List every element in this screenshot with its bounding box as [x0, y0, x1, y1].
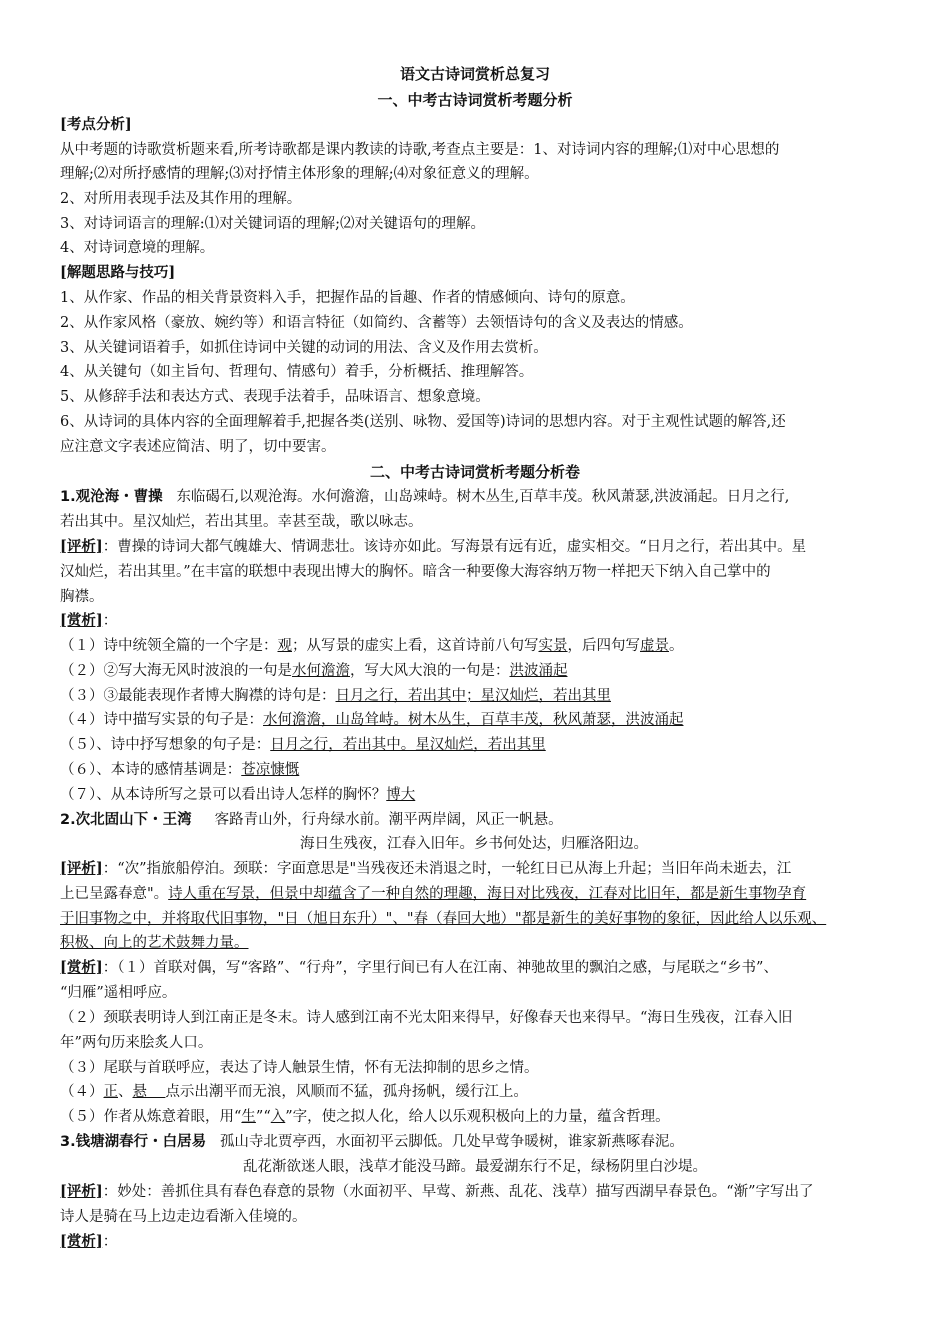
shangxi-text: 年”两句历来脍炙人口。 — [60, 1035, 213, 1051]
part1-title: 一、中考古诗词赏析考题分析 — [377, 91, 573, 109]
answer-text: 水何澹澹，山岛耸峙。树木丛生，百草丰茂，秋风萧瑟，洪波涌起 — [263, 712, 684, 728]
poem2-line: 海日生残夜，江春入旧年。乡书何处达，归雁洛阳边。 — [300, 836, 648, 852]
kaodian-heading: [考点分析] — [60, 116, 132, 133]
shangxi-label: [赏析] — [60, 959, 103, 976]
poem3-pingxi — [60, 1182, 922, 1202]
answer-text: 虚景 — [640, 638, 669, 654]
question-1 — [60, 636, 922, 656]
question-text: （１）诗中统领全篇的一个字是： — [60, 638, 278, 654]
jieti-item: 2、从作家风格（豪放、婉约等）和语言特征（如简约、含蓄等）去领悟诗句的含义及表达的情感。 — [60, 315, 693, 331]
answer-text: 生 — [241, 1109, 256, 1125]
answer-text: 日月之行，若出其中。星汉灿烂，若出其里 — [270, 737, 546, 753]
question-text: （６）、本诗的感情基调是： — [60, 762, 242, 778]
shangxi-text: （２）颈联表明诗人到江南正是冬末。诗人感到江南不光太阳来得早，好像春天也来得早。“海日生残夜，江春入旧 — [60, 1010, 793, 1026]
shangxi-label: [赏析] — [60, 1233, 103, 1250]
question-6 — [60, 760, 922, 780]
poem1-shangxi-heading — [60, 611, 922, 631]
pingxi-text: 于旧事物之中，并将取代旧事物，"日（旭日东升）"、"春（春回大地）"都是新生的美好事物的象征，因此给人以乐观、 — [60, 911, 827, 927]
pingxi-label: [评析] — [60, 860, 103, 877]
pingxi-text: 诗人重在写景，但景中却蕴含了一种自然的理趣，海日对比残夜，江春对比旧年，都是新生事物孕育 — [168, 886, 807, 902]
poem1-line: 东临碣石,以观沧海。水何澹澹，山岛竦峙。树木丛生,百草丰茂。秋风萧瑟,洪波涌起。日月之行, — [176, 489, 790, 505]
pingxi-label: [评析] — [60, 538, 103, 555]
shangxi-item-4 — [60, 1082, 922, 1102]
doc-title: 语文古诗词赏析总复习 — [399, 65, 550, 83]
answer-text: 洪波涌起 — [509, 663, 568, 679]
shangxi-text: （４） — [60, 1084, 104, 1100]
question-text: （５）、诗中抒写想象的句子是： — [60, 737, 271, 753]
pingxi-text: 上已呈露春意"。 — [60, 886, 169, 902]
poem1-text-line — [60, 487, 922, 507]
pingxi-text: 诗人是骑在马上边走边看渐入佳境的。 — [60, 1209, 307, 1225]
part2-title: 二、中考古诗词赏析考题分析卷 — [369, 463, 580, 481]
question-text: （４）诗中描写实景的句子是： — [60, 712, 263, 728]
poem3-text-line — [60, 1132, 922, 1152]
answer-text: 入 — [270, 1109, 286, 1125]
shangxi-label: [赏析] — [60, 612, 103, 629]
question-7 — [60, 785, 922, 805]
question-text: 。 — [669, 638, 684, 654]
poem2-text-line — [60, 810, 922, 830]
shangxi-text: ：（１）首联对偶，写“客路”、“行舟”，字里行间已有人在江南、神驰故里的飘泊之感，与尾联之“乡书”、 — [102, 960, 778, 976]
answer-text: 正 — [103, 1084, 118, 1100]
poem2-shangxi — [60, 958, 922, 978]
jieti-item: 5、从修辞手法和表达方式、表现手法着手，品味语言、想象意境。 — [60, 389, 490, 405]
question-2 — [60, 661, 922, 681]
question-text: （２）②写大海无风时波浪的一句是 — [60, 663, 292, 679]
pingxi-label: [评析] — [60, 1183, 103, 1200]
poem3-title: 3.钱塘湖春行・白居易 — [60, 1134, 207, 1150]
answer-text: 日月之行，若出其中；星汉灿烂，若出其里 — [335, 688, 611, 704]
shangxi-colon: ： — [102, 1234, 118, 1250]
pingxi-text: 胸襟。 — [60, 589, 104, 605]
shangxi-text: 点示出潮平而无浪，风顺而不猛，孤舟扬帆，缓行江上。 — [165, 1084, 528, 1100]
answer-text: 实景 — [538, 638, 568, 654]
shangxi-text: “归雁”遥相呼应。 — [60, 985, 177, 1001]
kaodian-item: 3、对诗词语言的理解:⑴对关键词语的理解;⑵对关键语句的理解。 — [60, 216, 485, 232]
answer-text: 苍凉慷慨 — [241, 762, 300, 778]
poem3-line: 孤山寺北贾亭西，水面初平云脚低。几处早莺争暖树，谁家新燕啄春泥。 — [219, 1134, 684, 1150]
pingxi-text: 汉灿烂，若出其里。”在丰富的联想中表现出博大的胸怀。暗含一种要像大海容纳万物一样把天下纳入自己掌中的 — [60, 564, 771, 580]
answer-text: 观 — [277, 638, 292, 654]
pingxi-text: ：曹操的诗词大都气魄雄大、情调悲壮。该诗亦如此。写海景有远有近，虚实相交。“日月之行，若出其中。星 — [102, 539, 807, 555]
question-3 — [60, 686, 922, 706]
shangxi-colon: ： — [102, 613, 118, 629]
jieti-item: 1、从作家、作品的相关背景资料入手，把握作品的旨趣、作者的情感倾向、诗句的原意。 — [60, 290, 635, 306]
poem1-line: 若出其中。星汉灿烂，若出其里。幸甚至哉，歌以咏志。 — [60, 514, 423, 530]
poem1-title: 1.观沧海・曹操 — [60, 489, 163, 505]
poem2-title: 2.次北固山下・王湾 — [60, 812, 192, 828]
question-4 — [60, 710, 922, 730]
question-text: （７）、从本诗所写之景可以看出诗人怎样的胸怀？ — [60, 787, 387, 803]
jieti-item: 3、从关键词语着手，如抓住诗词中关键的动词的用法、含义及作用去赏析。 — [60, 340, 548, 356]
poem2-pingxi — [60, 859, 922, 879]
shangxi-text: ”“ — [255, 1109, 271, 1125]
question-text: ，写大风大浪的一句是： — [350, 663, 510, 679]
pingxi-text-line — [60, 884, 922, 904]
pingxi-text: ：“次”指旅船停泊。颈联：字面意思是"当残夜还未消退之时，一轮红日已从海上升起；当旧年尚未逝去，江 — [102, 861, 792, 877]
poem3-line: 乱花渐欲迷人眼，浅草才能没马蹄。最爱湖东行不足，绿杨阴里白沙堤。 — [243, 1159, 707, 1175]
jieti-item: 6、从诗词的具体内容的全面理解着手,把握各类(送别、咏物、爱国等)诗词的思想内容。对于主观性试题的解答,还 — [60, 414, 786, 430]
shangxi-text: （５）作者从炼意着眼，用“ — [60, 1109, 242, 1125]
question-5 — [60, 735, 922, 755]
question-text: ，后四句写 — [567, 638, 640, 654]
answer-text: 悬 — [132, 1084, 147, 1100]
jieti-item: 4、从关键句（如主旨句、哲理句、情感句）着手，分析概括、推理解答。 — [60, 364, 534, 380]
answer-text: 博大 — [386, 787, 416, 803]
pingxi-text: 积极、向上的艺术鼓舞力量。 — [60, 935, 249, 951]
answer-text: 水何澹澹 — [292, 663, 350, 679]
poem2-line: 客路青山外，行舟绿水前。潮平两岸阔，风正一帆悬。 — [214, 812, 563, 828]
poem1-pingxi — [60, 537, 922, 557]
jieti-heading: [解题思路与技巧] — [60, 264, 176, 281]
pingxi-text: ：妙处：善抓住具有春色春意的景物（水面初平、早莺、新燕、乱花、浅草）描写西湖早春景色。“渐”字写出了 — [102, 1184, 814, 1200]
poem3-shangxi-heading — [60, 1232, 922, 1252]
kaodian-item: 4、对诗词意境的理解。 — [60, 240, 215, 256]
jieti-item: 应注意文字表述应简洁、明了，切中要害。 — [60, 439, 336, 455]
kaodian-text: 从中考题的诗歌赏析题来看,所考诗歌都是课内教读的诗歌,考查点主要是：1、对诗词内容的理解;⑴对中心思想的 — [60, 142, 780, 158]
shangxi-text: ”字，使之拟人化，给人以乐观积极向上的力量，蕴含哲理。 — [285, 1109, 670, 1125]
question-text: ；从写景的虚实上看，这首诗前八句写 — [292, 638, 539, 654]
kaodian-item: 2、对所用表现手法及其作用的理解。 — [60, 191, 302, 207]
shangxi-item-5 — [60, 1107, 922, 1127]
shangxi-text: （３）尾联与首联呼应，表达了诗人触景生情，怀有无法抑制的思乡之情。 — [60, 1060, 539, 1076]
question-text: （３）③最能表现作者博大胸襟的诗句是： — [60, 688, 336, 704]
kaodian-text: 理解;⑵对所抒感情的理解;⑶对抒情主体形象的理解;⑷对象征意义的理解。 — [60, 166, 539, 182]
shangxi-text: 、 — [118, 1084, 133, 1100]
